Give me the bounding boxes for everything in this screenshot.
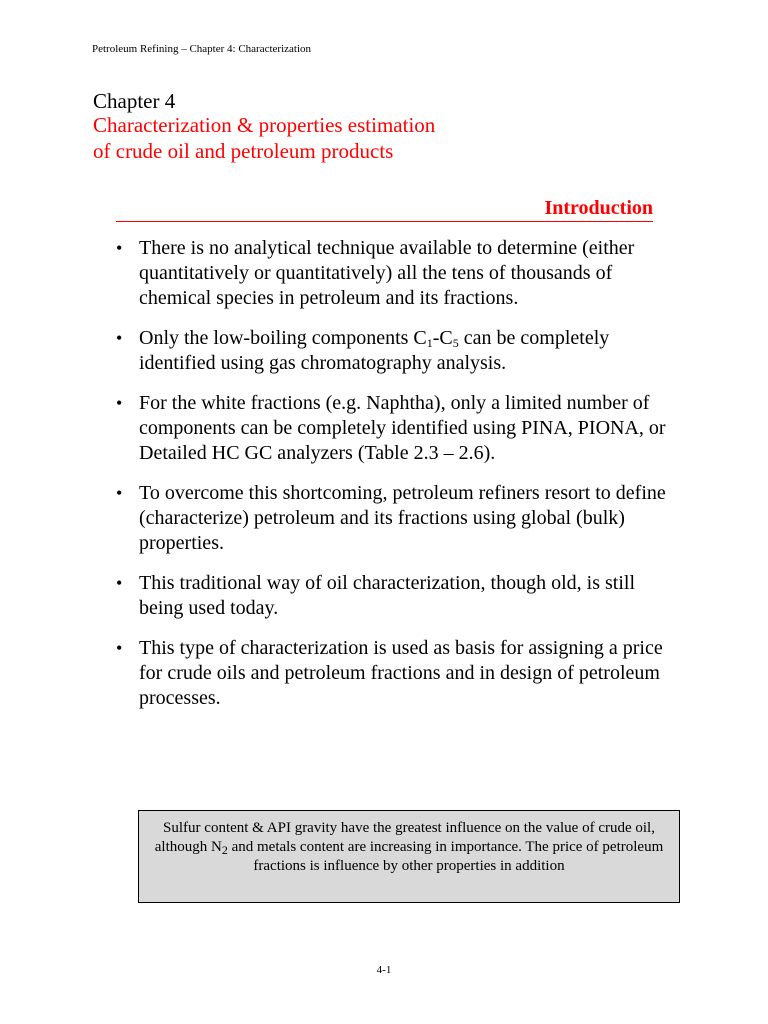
bullet-icon: • <box>116 573 123 593</box>
bullet-icon: • <box>116 638 123 658</box>
bullet-text: There is no analytical technique available to determine (either quantitatively or quantitatively) all the tens of thousands of chemical species in petroleum and its fractions. <box>139 237 635 309</box>
chapter-title <box>93 112 435 164</box>
bullet-icon: • <box>116 483 123 503</box>
highlight-note-box <box>138 810 680 903</box>
bullet-text: Only the low-boiling components $C_1-C_5$ can be completely identified using gas chromatography analysis. <box>139 327 610 374</box>
bullet-item <box>116 326 681 376</box>
bullet-text: This type of characterization is used as basis for assigning a price for crude oils and petroleum fractions and in design of petroleum processes. <box>139 637 663 709</box>
bullet-item <box>116 236 681 311</box>
chapter-label: Chapter 4 <box>93 89 176 113</box>
chapter-title-line-2: of crude oil and petroleum products <box>93 139 394 163</box>
bullet-item <box>116 391 681 466</box>
bullet-item <box>116 571 681 621</box>
bullet-list <box>116 236 681 726</box>
note-text: Sulfur content & API gravity have the greatest influence on the value of crude oil, although $N_2$ and metals content are increasing in importance. The price of petroleum fractions is influence by other properties in addition <box>154 820 664 874</box>
bullet-icon: • <box>116 328 123 348</box>
section-heading: Introduction <box>116 196 653 222</box>
running-header: Petroleum Refining – Chapter 4: Characterization <box>92 43 312 55</box>
bullet-item <box>116 481 681 556</box>
bullet-text: This traditional way of oil characterization, though old, is still being used today. <box>139 572 635 619</box>
chapter-title-line-1: Characterization & properties estimation <box>93 113 436 137</box>
bullet-text: To overcome this shortcoming, petroleum refiners resort to define (characterize) petroleum and its fractions using global (bulk) properties. <box>139 482 666 554</box>
bullet-text: For the white fractions (e.g. Naphtha), only a limited number of components can be completely identified using PINA, PIONA, or Detailed HC GC analyzers (Table 2.3 – 2.6). <box>139 392 666 464</box>
page-number: 4-1 <box>376 964 392 976</box>
bullet-icon: • <box>116 238 123 258</box>
bullet-item <box>116 636 681 711</box>
bullet-icon: • <box>116 393 123 413</box>
